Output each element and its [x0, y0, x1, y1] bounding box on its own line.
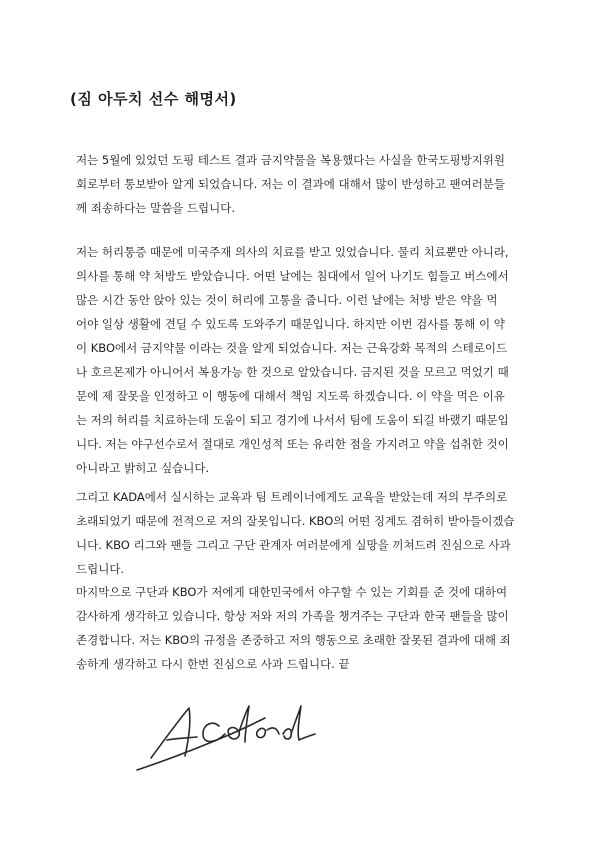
text-line: 나 호르몬제가 아니어서 복용가능 한 것으로 알았습니다. 금지된 것을 모르고 먹었기 때	[76, 365, 509, 379]
text-line: 초래되었기 때문에 전적으로 저의 잘못입니다. KBO의 어떤 징계도 겸허히 받아들이겠습	[76, 514, 515, 528]
text-line: 이 KBO에서 금지약물 이라는 것을 알게 되었습니다. 저는 근육강화 목적의 스테로이드	[76, 341, 508, 355]
text-line: 감사하게 생각하고 있습니다. 항상 저와 저의 가족을 챙겨주는 구단과 한국 팬들을 많이	[76, 609, 509, 623]
text-line: 많은 시간 동안 앉아 있는 것이 허리에 고통을 줍니다. 이런 날에는 처방 받은 약을 먹	[76, 293, 498, 307]
text-line: 저는 허리통증 때문에 미국주재 의사의 치료를 받고 있었습니다. 물리 치료뿐만 아니라,	[76, 245, 509, 259]
text-line: 의사를 통해 약 처방도 받았습니다. 어떤 날에는 침대에서 일어 나기도 힘들고 버스에서	[76, 269, 509, 283]
text-line: 마지막으로 구단과 KBO가 저에게 대한민국에서 야구할 수 있는 기회를 준 것에 대하여	[76, 585, 508, 599]
paragraph-4	[76, 580, 546, 676]
document-title: (짐 아두치 선수 해명서)	[70, 90, 237, 108]
text-line: 송하게 생각하고 다시 한번 진심으로 사과 드립니다. 끝	[76, 657, 350, 671]
text-line: 문에 제 잘못을 인정하고 이 행동에 대해서 책임 지도록 하겠습니다. 이 약을 먹은 이유	[76, 389, 505, 403]
text-line: 회로부터 통보받아 알게 되었습니다. 저는 이 결과에 대해서 많이 반성하고 팬여러분들	[76, 177, 506, 191]
paragraph-1	[76, 148, 546, 220]
text-line: 아니라고 밝히고 싶습니다.	[76, 461, 210, 475]
text-line: 어야 일상 생활에 견딜 수 있도록 도와주기 때문입니다. 하지만 이번 검사를 통해 이 약	[76, 317, 505, 331]
paragraph-2	[76, 240, 546, 480]
text-line: 저는 5월에 있었던 도핑 테스트 결과 금지약물을 복용했다는 사실을 한국도핑방지위원	[76, 153, 506, 167]
text-line: 는 저의 허리를 치료하는데 도움이 되고 경기에 나서서 팀에 도움이 되길 바랬기 때문입	[76, 413, 509, 427]
text-line: 니다. KBO 리그와 팬들 그리고 구단 관계자 여러분에게 실망을 끼쳐드려 진심으로 사과	[76, 538, 511, 552]
text-line: 그리고 KADA에서 실시하는 교육과 팀 트레이너에게도 교육을 받았는데 저의 부주의로	[76, 490, 508, 504]
paragraph-3	[76, 485, 546, 581]
handwritten-signature	[133, 700, 333, 775]
text-line: 존경합니다. 저는 KBO의 규정을 존중하고 저의 행동으로 초래한 잘못된 결과에 대해 죄	[76, 633, 511, 647]
text-line: 드립니다.	[76, 562, 125, 576]
text-line: 께 죄송하다는 말씀을 드립니다.	[76, 201, 236, 215]
text-line: 니다. 저는 야구선수로서 절대로 개인성적 또는 유리한 점을 가지려고 약을 섭취한 것이	[76, 437, 509, 451]
